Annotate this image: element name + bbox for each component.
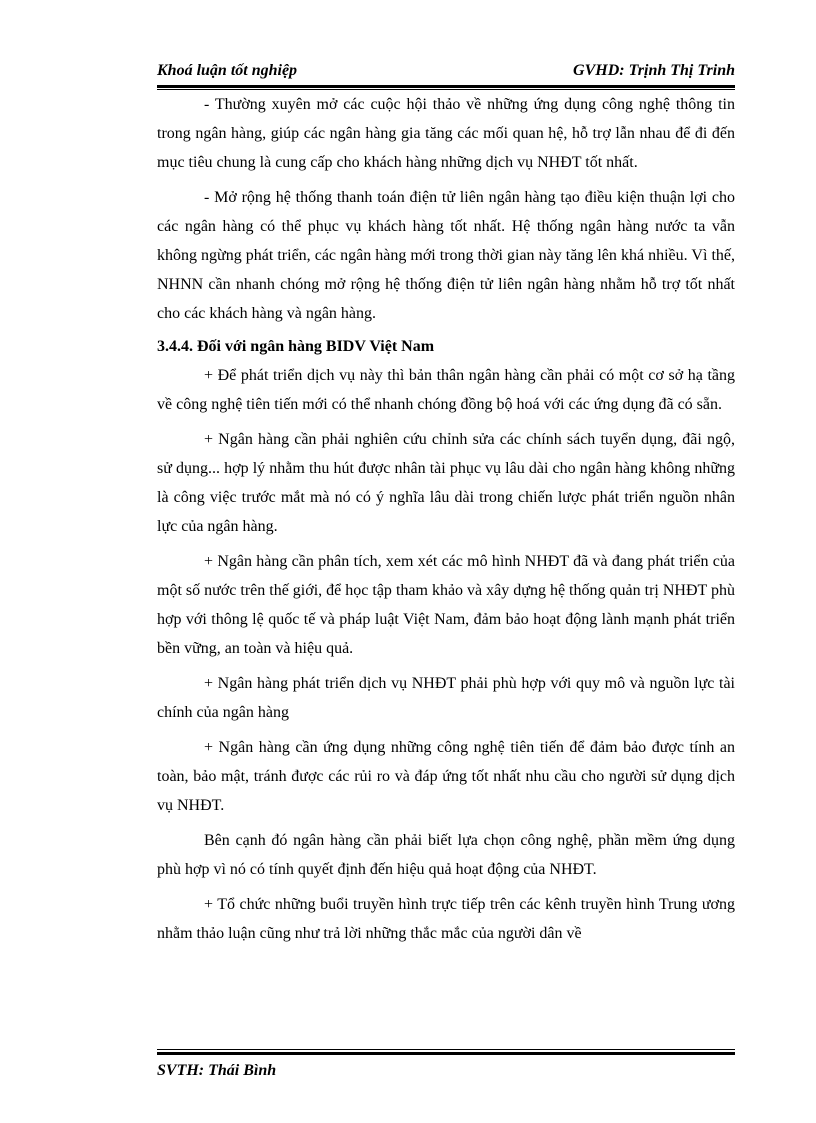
body-paragraph: + Ngân hàng phát triển dịch vụ NHĐT phải phù hợp với quy mô và nguồn lực tài chính của ngân hàng [157, 675, 735, 721]
page-footer: SVTH: Thái Bình [157, 1062, 277, 1079]
header-rule-thick [157, 85, 735, 88]
body-paragraph: + Để phát triển dịch vụ này thì bản thân ngân hàng cần phải có một cơ sở hạ tầng về công nghệ tiên tiến mới có thể nhanh chóng đồng bộ hoá với các ứng dụng đã có sẵn. [157, 367, 735, 413]
section-heading: 3.4.4. Đối với ngân hàng BIDV Việt Nam [157, 338, 435, 355]
body-paragraph: + Ngân hàng cần phải nghiên cứu chỉnh sửa các chính sách tuyển dụng, đãi ngộ, sử dụng... hợp lý nhằm thu hút được nhân tài phục vụ lâu dài cho ngân hàng không những là công việc trước mắt mà nó có ý nghĩa lâu dài trong chiến lược phát triển nguồn nhân lực của ngân hàng. [157, 431, 735, 535]
body-paragraph: + Ngân hàng cần ứng dụng những công nghệ tiên tiến để đảm bảo được tính an toàn, bảo mật, tránh được các rủi ro và đáp ứng tốt nhất nhu cầu cho người sử dụng dịch vụ NHĐT. [157, 739, 735, 814]
body-paragraph: - Thường xuyên mở các cuộc hội thảo về những ứng dụng công nghệ thông tin trong ngân hàng, giúp các ngân hàng gia tăng các mối quan hệ, hỗ trợ lẫn nhau để đi đến mục tiêu chung là cung cấp cho khách hàng những dịch vụ NHĐT tốt nhất. [157, 96, 735, 171]
body-paragraph: - Mở rộng hệ thống thanh toán điện tử liên ngân hàng tạo điều kiện thuận lợi cho các ngân hàng có thể phục vụ khách hàng tốt nhất. Hệ thống ngân hàng nước ta vẫn không ngừng phát triển, các ngân hàng mới trong thời gian này tăng lên khá nhiều. Vì thế, NHNN cần nhanh chóng mở rộng hệ thống điện tử liên ngân hàng nhằm hỗ trợ tốt nhất cho các khách hàng và ngân hàng. [157, 189, 735, 322]
page-header [157, 62, 735, 84]
header-advisor: GVHD: Trịnh Thị Trinh [573, 62, 735, 79]
footer-rule-thin [157, 1049, 735, 1050]
body-paragraph: + Tổ chức những buổi truyền hình trực tiếp trên các kênh truyền hình Trung ương nhằm thảo luận cũng như trả lời những thắc mắc của người dân về [157, 896, 735, 942]
page-body [157, 90, 735, 948]
header-title: Khoá luận tốt nghiệp [157, 62, 298, 79]
body-paragraph: Bên cạnh đó ngân hàng cần phải biết lựa chọn công nghệ, phần mềm ứng dụng phù hợp vì nó có tính quyết định đến hiệu quả hoạt động của NHĐT. [157, 832, 735, 878]
footer-rule-thick [157, 1052, 735, 1055]
body-paragraph: + Ngân hàng cần phân tích, xem xét các mô hình NHĐT đã và đang phát triển của một số nước trên thế giới, để học tập tham khảo và xây dựng hệ thống quản trị NHĐT phù hợp với thông lệ quốc tế và pháp luật Việt Nam, đảm bảo hoạt động lành mạnh phát triển bền vững, an toàn và hiệu quả. [157, 553, 735, 657]
